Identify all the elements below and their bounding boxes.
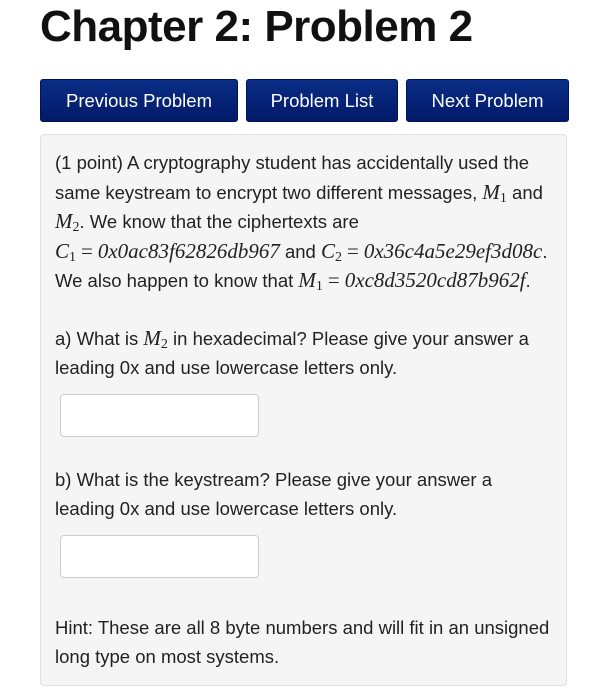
- math-m2: $M_2$: [55, 209, 80, 235]
- math-m1-value: $M_1 = 0xc8d3520cd87b962f$: [298, 268, 526, 294]
- next-problem-button[interactable]: Next Problem: [406, 79, 569, 122]
- problem-body: [40, 134, 567, 686]
- part-a-question: a) What is $M_2$ in hexadecimal? Please give your answer a leading 0x and use lowercase letters only.: [55, 325, 529, 378]
- math-m2-question: $M_2$: [143, 325, 168, 352]
- problem-list-button[interactable]: Problem List: [246, 79, 398, 122]
- problem-statement: (1 point) A cryptography student has accidentally used the same keystream to encrypt two different messages, $M_1$ and $M_2$. We know that the ciphertexts are $C_1 = 0x0ac83f62826db967$ and $C_2 = 0x36c4a5e29ef3d08c$. We also happen to know that $M_1 = 0xc8d3520cd87b962f$.: [55, 152, 548, 294]
- c2-value: 0x36c4a5e29ef3d08c: [363, 238, 543, 263]
- answer-b-input[interactable]: [60, 535, 259, 578]
- answer-a-input[interactable]: [60, 394, 259, 437]
- math-c2: $C_2 = 0x36c4a5e29ef3d08c$: [321, 238, 543, 265]
- m1-value: 0xc8d3520cd87b962f: [344, 268, 526, 292]
- statement-intro: (1 point) A cryptography student has accidentally used the same keystream to encrypt two different messages,: [55, 152, 530, 203]
- hint-text: Hint: These are all 8 byte numbers and will fit in an unsigned long type on most systems.: [55, 616, 550, 667]
- problem-navigation: [40, 79, 569, 122]
- page-title: Chapter 2: Problem 2: [40, 2, 473, 51]
- part-b-question: b) What is the keystream? Please give your answer a leading 0x and use lowercase letters only.: [55, 468, 492, 519]
- problem-text: [55, 148, 552, 672]
- math-c1: $C_1 = 0x0ac83f62826db967$: [55, 238, 280, 265]
- c1-value: 0x0ac83f62826db967: [97, 238, 280, 263]
- math-m1: $M_1$: [482, 179, 507, 206]
- previous-problem-button[interactable]: Previous Problem: [40, 79, 238, 122]
